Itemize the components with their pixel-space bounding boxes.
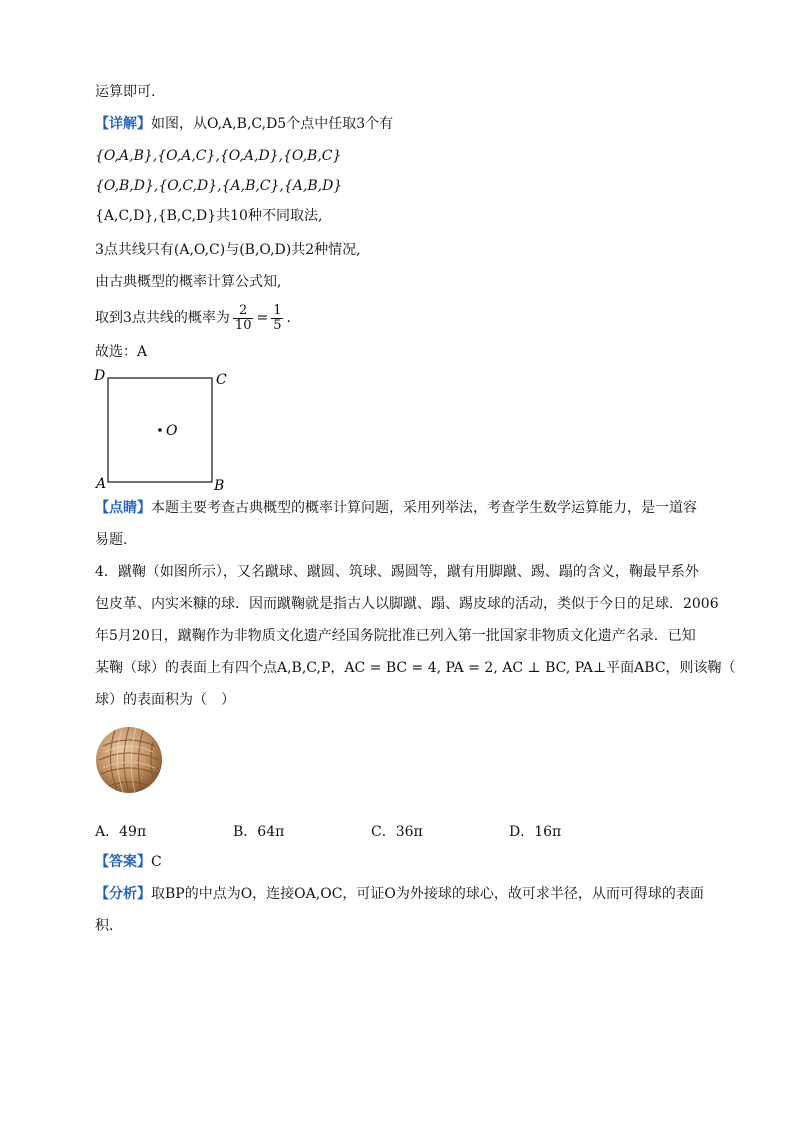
option-value: 36π: [395, 824, 423, 840]
option-label: D．: [509, 824, 535, 840]
label-a: A: [96, 476, 107, 492]
option-a[interactable]: [95, 822, 146, 842]
option-value: 49π: [119, 824, 147, 840]
option-value: 16π: [534, 824, 562, 840]
set-list-line-1: {O,A,B},{O,A,C},{O,A,D},{O,B,C}: [95, 148, 342, 164]
comment-text: 本题主要考查古典概型的概率计算问题，采用列举法，考查学生数学运算能力，是一道容: [151, 500, 697, 516]
label-b: B: [214, 478, 225, 494]
comment-line-2: 易题.: [95, 532, 128, 548]
detail-text: 如图，从O,A,B,C,D5个点中任取3个有: [151, 116, 394, 132]
label-c: C: [216, 372, 227, 388]
probability-text: 取到3点共线的概率为: [95, 310, 230, 326]
choice-line: 故选：A: [95, 344, 148, 360]
fraction-1-5: [271, 304, 283, 333]
question-line-1: 4．蹴鞠（如图所示），又名蹴球、蹴圆、筑球、踢圆等，蹴有用脚蹴、踢、蹋的含义，鞠最早系外: [95, 564, 699, 580]
fraction-numerator: 2: [233, 304, 254, 319]
set-list-line-2: {O,B,D},{O,C,D},{A,B,C},{A,B,D}: [95, 178, 343, 194]
fraction-2-10: [233, 304, 254, 333]
question-line-5: 球）的表面积为（ ）: [95, 692, 235, 708]
option-b[interactable]: [233, 822, 284, 842]
cuju-ball-image: [95, 716, 163, 804]
question-line-2: 包皮革、内实米糠的球．因而蹴鞠就是指古人以脚蹴、蹋、踢皮球的活动，类似于今日的足球．2006: [95, 596, 719, 612]
detail-line: [95, 114, 393, 134]
question-line-3: 年5月20日，蹴鞠作为非物质文化遗产经国务院批准已列入第一批国家非物质文化遗产名录．已知: [95, 628, 696, 644]
question-line-4: 某鞠（球）的表面上有四个点A,B,C,P，AC = BC = 4, PA = 2, AC ⊥ BC, PA⊥平面ABC，则该鞠（: [95, 660, 736, 676]
probability-line: [95, 302, 291, 334]
answer-line: [95, 852, 162, 872]
label-d: D: [94, 368, 106, 384]
option-label: A．: [95, 824, 120, 840]
fraction-denominator: 5: [273, 317, 282, 333]
equals-sign: =: [256, 310, 269, 326]
detail-tag: 【详解】: [95, 116, 151, 132]
option-label: C．: [371, 824, 396, 840]
analysis-text: 取BP的中点为O，连接OA,OC，可证O为外接球的球心，故可求半径，从而可得球的表面: [151, 886, 704, 902]
text-line: 运算即可.: [95, 84, 156, 100]
fraction-denominator: 10: [234, 317, 252, 333]
center-point: [158, 428, 162, 432]
square-figure: [88, 364, 248, 494]
analysis-line: [95, 884, 704, 904]
answer-tag: 【答案】: [95, 854, 151, 870]
set-list-line-3: {A,C,D},{B,C,D}共10种不同取法,: [95, 208, 323, 224]
comment-line: [95, 498, 697, 518]
analysis-line-2: 积.: [95, 918, 114, 934]
fraction-numerator: 1: [273, 302, 282, 318]
option-d[interactable]: [509, 822, 561, 842]
period: .: [286, 310, 291, 326]
option-label: B．: [233, 824, 258, 840]
option-value: 64π: [257, 824, 285, 840]
comment-tag: 【点睛】: [95, 500, 151, 516]
formula-line: 由古典概型的概率计算公式知,: [95, 274, 282, 290]
analysis-tag: 【分析】: [95, 886, 151, 902]
label-o: O: [166, 423, 178, 439]
answer-value: C: [151, 854, 162, 870]
option-c[interactable]: [371, 822, 423, 842]
collinear-line: 3点共线只有(A,O,C)与(B,O,D)共2种情况,: [95, 242, 361, 258]
